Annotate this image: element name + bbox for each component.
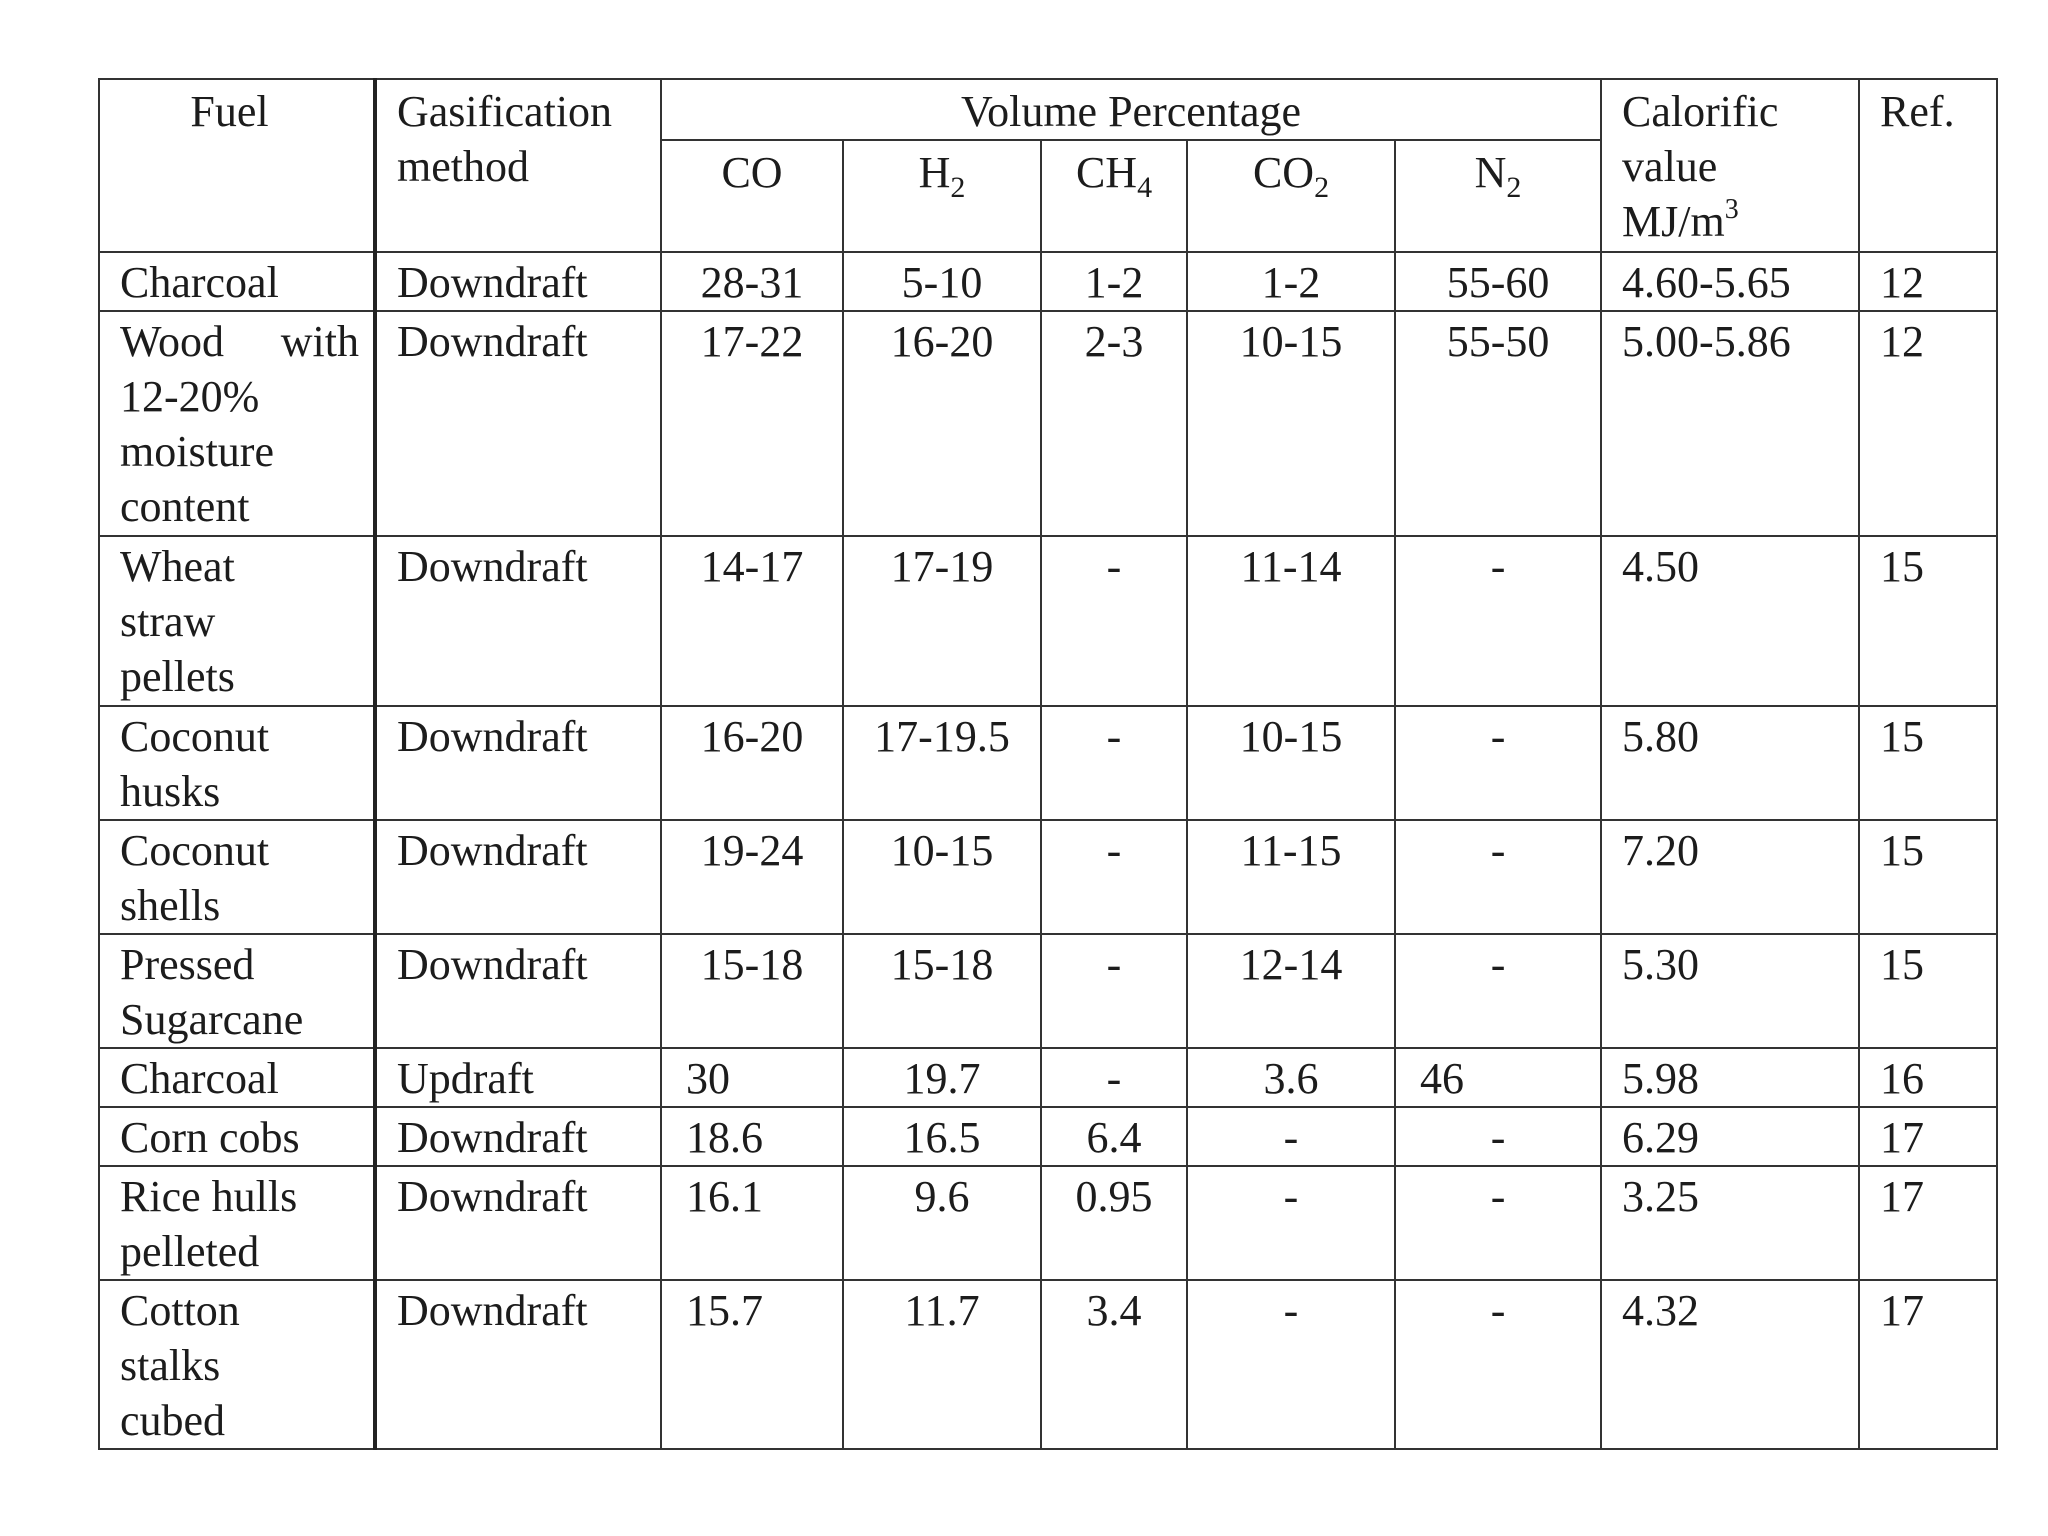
header-gas-co: CO [661,140,843,252]
cell-fuel: Coconut shells [99,820,375,934]
cell-co: 14-17 [661,536,843,706]
cell-method: Downdraft [375,252,661,311]
header-calorific-label: Calorific value [1622,87,1779,191]
cell-ref: 17 [1859,1280,1997,1449]
cell-h2: 10-15 [843,820,1041,934]
gasification-table-container [98,78,1996,1450]
cell-co2: 10-15 [1187,311,1395,536]
cell-method: Downdraft [375,1166,661,1280]
cell-co: 18.6 [661,1107,843,1166]
cell-n2: - [1395,1166,1601,1280]
cell-n2: - [1395,934,1601,1048]
cell-method: Downdraft [375,1280,661,1449]
cell-co2: 11-14 [1187,536,1395,706]
cell-ref: 15 [1859,934,1997,1048]
cell-co2: 1-2 [1187,252,1395,311]
cell-h2: 15-18 [843,934,1041,1048]
cell-co2: - [1187,1280,1395,1449]
cell-calorific: 6.29 [1601,1107,1859,1166]
cell-method: Downdraft [375,706,661,820]
table-row [99,706,1997,820]
cell-co2: - [1187,1166,1395,1280]
cell-co: 30 [661,1048,843,1107]
cell-ref: 15 [1859,706,1997,820]
table-row [99,934,1997,1048]
cell-n2: - [1395,536,1601,706]
cell-co: 16.1 [661,1166,843,1280]
cell-ch4: 3.4 [1041,1280,1187,1449]
cell-fuel: Pressed Sugarcane [99,934,375,1048]
cell-n2: 46 [1395,1048,1601,1107]
cell-method: Downdraft [375,311,661,536]
cell-calorific: 7.20 [1601,820,1859,934]
table-row [99,820,1997,934]
table-row [99,1107,1997,1166]
cell-h2: 9.6 [843,1166,1041,1280]
cell-fuel: Coconut husks [99,706,375,820]
cell-method: Downdraft [375,934,661,1048]
cell-n2: 55-50 [1395,311,1601,536]
cell-n2: - [1395,706,1601,820]
cell-h2: 11.7 [843,1280,1041,1449]
header-fuel: Fuel [99,79,375,252]
cell-co: 17-22 [661,311,843,536]
cell-ch4: - [1041,706,1187,820]
cell-fuel: Charcoal [99,1048,375,1107]
cell-co2: 10-15 [1187,706,1395,820]
cell-co2: 12-14 [1187,934,1395,1048]
cell-co2: - [1187,1107,1395,1166]
cell-fuel: Corn cobs [99,1107,375,1166]
cell-calorific: 5.98 [1601,1048,1859,1107]
header-gas-h2: $H_2$ [843,140,1041,252]
cell-co: 19-24 [661,820,843,934]
cell-ch4: 1-2 [1041,252,1187,311]
cell-n2: - [1395,1280,1601,1449]
header-gas-n2: $N_2$ [1395,140,1601,252]
cell-co: 16-20 [661,706,843,820]
cell-co: 28-31 [661,252,843,311]
cell-calorific: 5.30 [1601,934,1859,1048]
cell-calorific: 3.25 [1601,1166,1859,1280]
cell-calorific: 4.60-5.65 [1601,252,1859,311]
cell-ref: 12 [1859,252,1997,311]
cell-h2: 19.7 [843,1048,1041,1107]
table-row [99,536,1997,706]
cell-calorific: 4.50 [1601,536,1859,706]
header-calorific-unit: MJ/m [1622,197,1725,246]
cell-n2: 55-60 [1395,252,1601,311]
cell-ch4: - [1041,820,1187,934]
cell-n2: - [1395,1107,1601,1166]
cell-calorific: 5.80 [1601,706,1859,820]
table-row [99,1048,1997,1107]
cell-fuel: Charcoal [99,252,375,311]
cell-fuel: Wood with 12-20% moisture content [99,311,375,536]
cell-fuel: Wheat straw pellets [99,536,375,706]
cell-co2: 11-15 [1187,820,1395,934]
cell-ref: 17 [1859,1107,1997,1166]
cell-method: Downdraft [375,1107,661,1166]
table-row [99,1280,1997,1449]
cell-fuel: Cotton stalks cubed [99,1280,375,1449]
cell-method: Updraft [375,1048,661,1107]
cell-calorific: 5.00-5.86 [1601,311,1859,536]
cell-ch4: 6.4 [1041,1107,1187,1166]
cell-h2: 17-19.5 [843,706,1041,820]
cell-method: Downdraft [375,536,661,706]
cell-ref: 16 [1859,1048,1997,1107]
table-row [99,252,1997,311]
table-row [99,1166,1997,1280]
table-row [99,311,1997,536]
cell-ch4: 2-3 [1041,311,1187,536]
cell-co: 15-18 [661,934,843,1048]
header-gas-ch4: $CH_4$ [1041,140,1187,252]
cell-ref: 15 [1859,536,1997,706]
cell-ref: 15 [1859,820,1997,934]
cell-co: 15.7 [661,1280,843,1449]
header-gasification-method: Gasification method [375,79,661,252]
cell-ch4: - [1041,536,1187,706]
cell-h2: 5-10 [843,252,1041,311]
cell-ch4: - [1041,934,1187,1048]
cell-ref: 12 [1859,311,1997,536]
cell-calorific: 4.32 [1601,1280,1859,1449]
header-calorific-unit-exponent: 3 [1724,194,1739,225]
cell-ch4: 0.95 [1041,1166,1187,1280]
cell-ch4: - [1041,1048,1187,1107]
cell-method: Downdraft [375,820,661,934]
cell-ref: 17 [1859,1166,1997,1280]
cell-n2: - [1395,820,1601,934]
header-volume-percentage: Volume Percentage [661,79,1601,140]
header-gas-co2: $CO_2$ [1187,140,1395,252]
header-ref: Ref. [1859,79,1997,252]
header-calorific-value [1601,79,1859,252]
cell-fuel: Rice hulls pelleted [99,1166,375,1280]
cell-h2: 16-20 [843,311,1041,536]
cell-h2: 16.5 [843,1107,1041,1166]
cell-h2: 17-19 [843,536,1041,706]
gasification-table [98,78,1998,1450]
cell-co2: 3.6 [1187,1048,1395,1107]
